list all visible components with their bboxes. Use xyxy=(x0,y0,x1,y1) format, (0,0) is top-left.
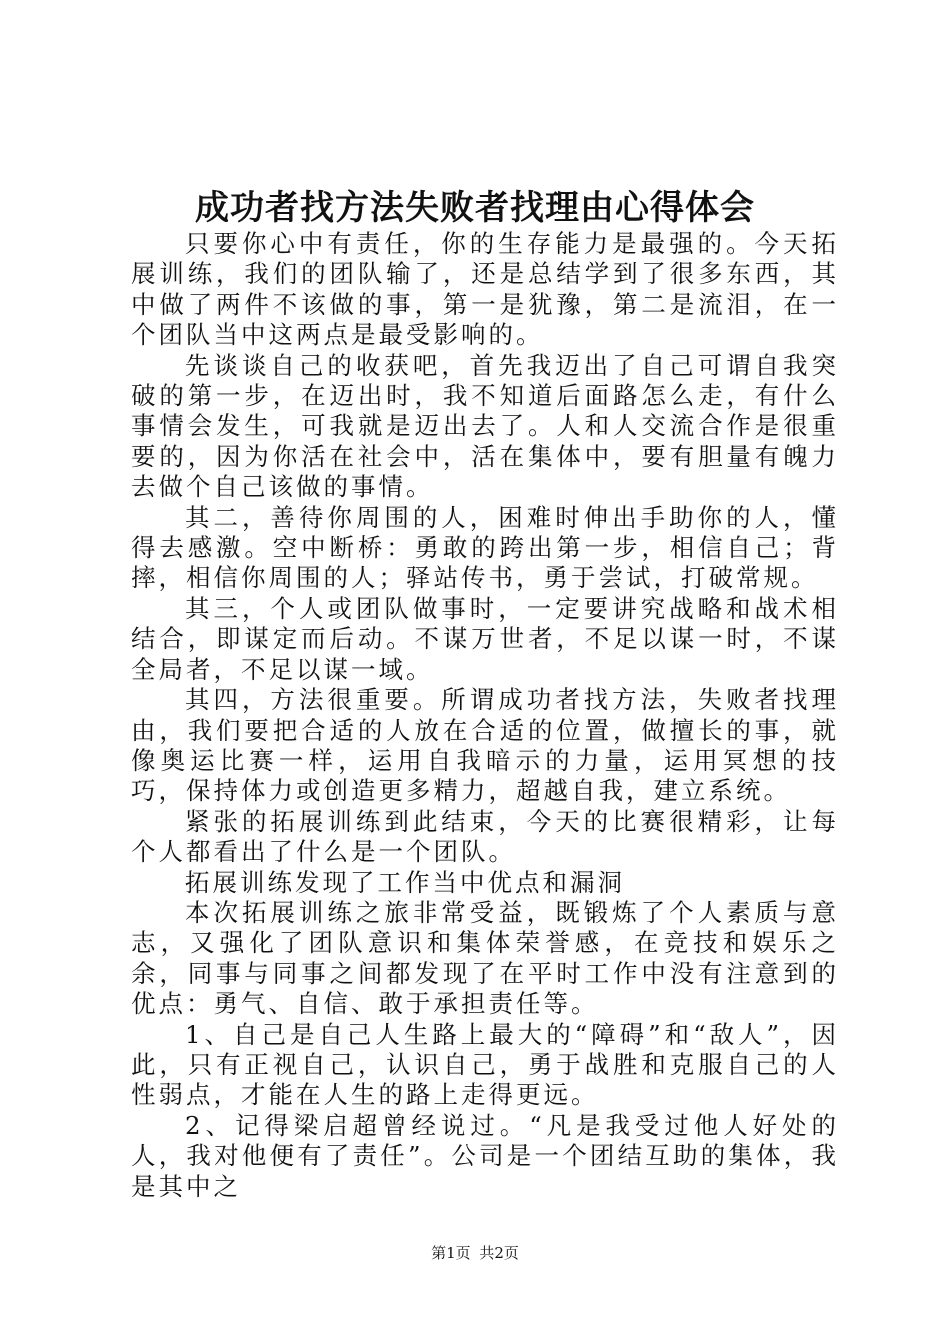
paragraph: 2、记得梁启超曾经说过。“凡是我受过他人好处的人，我对他便有了责任”。公司是一个团结互助的集体，我是其中之 xyxy=(131,1110,839,1201)
paragraph: 其三，个人或团队做事时，一定要讲究战略和战术相结合，即谋定而后动。不谋万世者，不足以谋一时，不谋全局者，不足以谋一域。 xyxy=(131,593,839,684)
page-number-current: 第1页 xyxy=(431,1244,471,1262)
paragraph: 只要你心中有责任，你的生存能力是最强的。今天拓展训练，我们的团队输了，还是总结学到了很多东西，其中做了两件不该做的事，第一是犹豫，第二是流泪，在一个团队当中这两点是最受影响的。 xyxy=(131,229,839,350)
page-footer xyxy=(0,1243,950,1263)
document-title: 成功者找方法失败者找理由心得体会 xyxy=(195,188,755,228)
paragraph: 本次拓展训练之旅非常受益，既锻炼了个人素质与意志，又强化了团队意识和集体荣誉感，在竞技和娱乐之余，同事与同事之间都发现了在平时工作中没有注意到的优点：勇气、自信、敢于承担责任等。 xyxy=(131,897,839,1019)
paragraph: 其四，方法很重要。所谓成功者找方法，失败者找理由，我们要把合适的人放在合适的位置，做擅长的事，就像奥运比赛一样，运用自我暗示的力量，运用冥想的技巧，保持体力或创造更多精力，超越自我，建立系统。 xyxy=(131,685,839,806)
page-number-total: 共2页 xyxy=(479,1244,519,1262)
section-heading: 拓展训练发现了工作当中优点和漏洞 xyxy=(185,867,625,897)
paragraph: 紧张的拓展训练到此结束，今天的比赛很精彩，让每个人都看出了什么是一个团队。 xyxy=(131,806,839,867)
paragraph: 其二，善待你周围的人，困难时伸出手助你的人，懂得去感激。空中断桥：勇敢的跨出第一步，相信自己；背摔，相信你周围的人；驿站传书，勇于尝试，打破常规。 xyxy=(131,502,839,593)
paragraph: 1、自己是自己人生路上最大的“障碍”和“敌人”，因此，只有正视自己，认识自己，勇于战胜和克服自己的人性弱点，才能在人生的路上走得更远。 xyxy=(131,1019,839,1110)
paragraph: 先谈谈自己的收获吧，首先我迈出了自己可谓自我突破的第一步，在迈出时，我不知道后面路怎么走，有什么事情会发生，可我就是迈出去了。人和人交流合作是很重要的，因为你活在社会中，活在集体中，要有胆量有魄力去做个自己该做的事情。 xyxy=(131,350,839,502)
document-body xyxy=(131,229,839,1202)
